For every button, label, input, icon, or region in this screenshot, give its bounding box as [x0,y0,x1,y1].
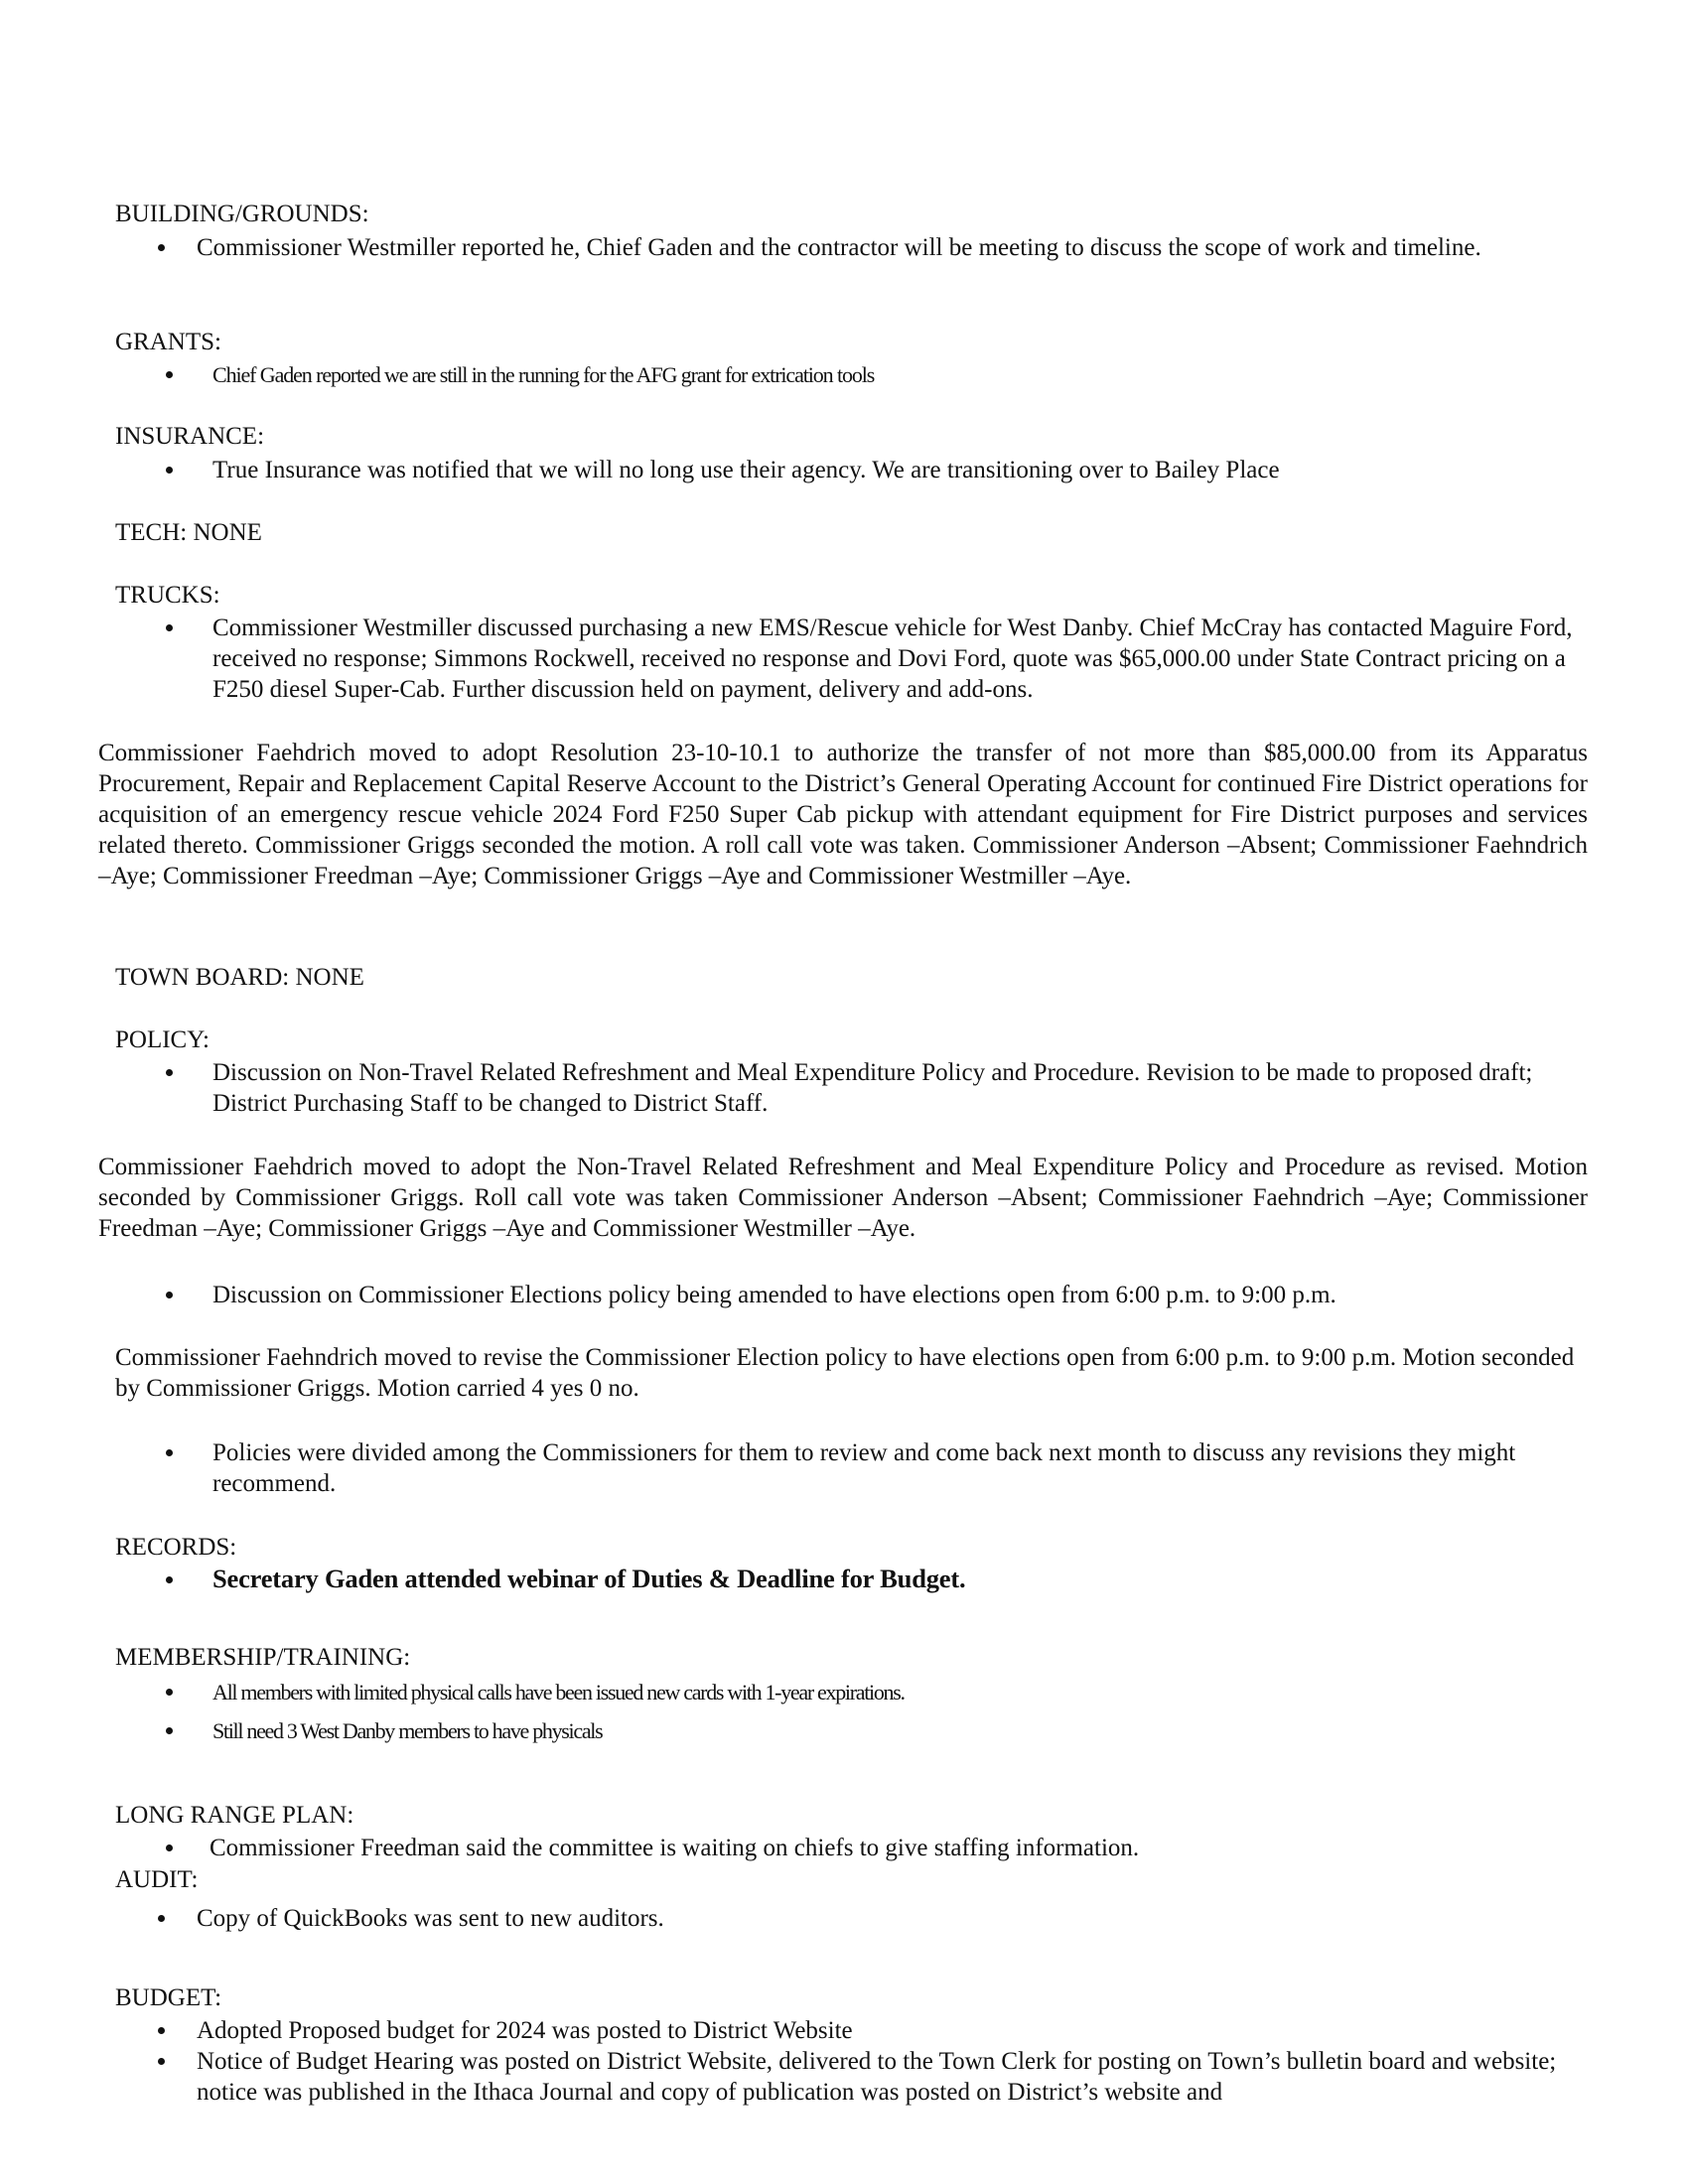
bullet-icon [166,467,173,474]
resolution-paragraph: Commissioner Faehdrich moved to adopt Resolution 23-10-10.1 to authorize the transfer of not more than $85,000.00 from its Apparatus Procurement, Repair and Replacement Capital Reserve Account to the District’s General Operating Account for continued Fire District operations for acquisition of an emergency rescue vehicle 2024 Ford F250 Super Cab pickup with attendant equipment for Fire District purposes and services related thereto. Commissioner Griggs seconded the motion. A roll call vote was taken. Commissioner Anderson –Absent; Commissioner Faehndrich –Aye; Commissioner Freedman –Aye; Commissioner Griggs –Aye and Commissioner Westmiller –Aye. [98,740,1588,889]
list-item: True Insurance was notified that we will no long use their agency. We are transitioning over to Bailey Place [212,455,1583,485]
section-heading-budget: BUDGET: [115,1984,222,2011]
section-heading-grants: GRANTS: [115,329,221,355]
election-motion-paragraph: Commissioner Faehndrich moved to revise the Commissioner Election policy to have elections open from 6:00 p.m. to 9:00 p.m. Motion seconded by Commissioner Griggs. Motion carried 4 yes 0 no. [115,1344,1575,1402]
bullet-icon [166,1292,173,1298]
section-heading-membership-training: MEMBERSHIP/TRAINING: [115,1644,411,1671]
list-item: Adopted Proposed budget for 2024 was posted to District Website [197,2015,1587,2046]
policy-list-2 [212,1280,1586,1310]
section-heading-policy: POLICY: [115,1026,210,1053]
bullet-icon [166,1576,173,1583]
list-item: Discussion on Non-Travel Related Refreshment and Meal Expenditure Policy and Procedure. Revision to be made to proposed draft; District Purchasing Staff to be changed to District Staff. [212,1057,1586,1119]
section-heading-records: RECORDS: [115,1534,237,1561]
bullet-icon [166,1069,173,1076]
list-item: Still need 3 West Danby members to have physicals [212,1715,1586,1746]
policy-motion-paragraph: Commissioner Faehdrich moved to adopt the Non-Travel Related Refreshment and Meal Expenditure Policy and Procedure as revised. Motion seconded by Commissioner Griggs. Roll call vote was taken Commissioner Anderson –Absent; Commissioner Faehndrich –Aye; Commissioner Freedman –Aye; Commissioner Griggs –Aye and Commissioner Westmiller –Aye. [98,1154,1588,1242]
policy-list-3 [212,1437,1586,1499]
section-heading-tech: TECH: NONE [115,519,262,546]
trucks-list [212,613,1586,705]
list-item: Copy of QuickBooks was sent to new auditors. [197,1903,1587,1934]
section-heading-town-board: TOWN BOARD: NONE [115,964,364,991]
bullet-icon [158,244,165,251]
list-item: Commissioner Freedman said the committee is waiting on chiefs to give staffing information. [210,1833,1583,1863]
list-item: Chief Gaden reported we are still in the running for the AFG grant for extrication tools [212,359,1583,390]
records-list [212,1564,1586,1594]
list-item: Notice of Budget Hearing was posted on District Website, delivered to the Town Clerk for posting on Town’s bulletin board and website; notice was published in the Ithaca Journal and copy of publication was posted on District’s website and [197,2046,1587,2108]
section-heading-trucks: TRUCKS: [115,582,220,609]
list-item: Discussion on Commissioner Elections policy being amended to have elections open from 6:00 p.m. to 9:00 p.m. [212,1280,1586,1310]
membership-list [212,1677,1586,1746]
bullet-icon [158,2027,165,2034]
list-item: Commissioner Westmiller reported he, Chief Gaden and the contractor will be meeting to discuss the scope of work and timeline. [197,232,1587,263]
list-item: Secretary Gaden attended webinar of Duties & Deadline for Budget. [212,1564,1586,1594]
grants-list [212,359,1583,390]
bullet-icon [166,1449,173,1456]
budget-list [197,2015,1587,2108]
bullet-icon [158,1915,165,1922]
section-heading-long-range-plan: LONG RANGE PLAN: [115,1802,354,1829]
list-item: Policies were divided among the Commissioners for them to review and come back next month to discuss any revisions they might recommend. [212,1437,1586,1499]
section-heading-building-grounds: BUILDING/GROUNDS: [115,201,369,227]
long-range-list [210,1833,1583,1863]
section-heading-insurance: INSURANCE: [115,423,265,450]
section-heading-audit: AUDIT: [115,1866,199,1893]
list-item: All members with limited physical calls have been issued new cards with 1-year expirations. [212,1677,1586,1707]
building-grounds-list [197,232,1587,263]
bullet-icon [166,1727,173,1734]
bullet-icon [166,624,173,631]
list-item: Commissioner Westmiller discussed purchasing a new EMS/Rescue vehicle for West Danby. Chief McCray has contacted Maguire Ford, received no response; Simmons Rockwell, received no response and Dovi Ford, quote was $65,000.00 under State Contract pricing on a F250 diesel Super-Cab. Further discussion held on payment, delivery and add-ons. [212,613,1586,705]
policy-list-1 [212,1057,1586,1119]
bullet-icon [166,1689,173,1696]
bullet-icon [166,1844,173,1851]
audit-list [197,1903,1587,1934]
insurance-list [212,455,1583,485]
bullet-icon [158,2058,165,2065]
bullet-icon [166,371,173,378]
